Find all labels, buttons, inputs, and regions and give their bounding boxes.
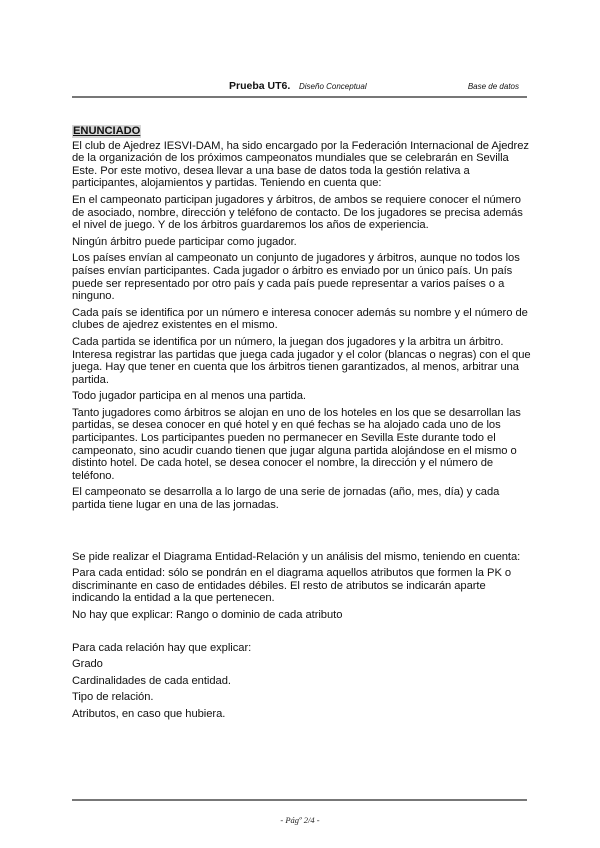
instruction-task: Se pide realizar el Diagrama Entidad-Relación y un análisis del mismo, teniendo en cuenta: <box>72 550 521 563</box>
paragraph-intro: El club de Ajedrez IESVI-DAM, ha sido encargado por la Federación Internacional de Ajedrez de la organización de los próximos campeonatos mundiales que se celebrarán en Sevilla Este. Por este motivo, desea llevar a una base de datos toda la gestión relativa a participantes, alojamientos y partidas. Teniendo en cuenta que: <box>72 139 529 190</box>
paragraph-hotels: Tanto jugadores como árbitros se alojan en uno de los hoteles en los que se desarrollan las partidas, se desea conocer en qué hotel y en qué fechas se ha alojado cada uno de los participantes. Los participantes pueden no permanecer en Sevilla Este durante todo el campeonato, sino acudir cuando tienen que jugar alguna partida alojándose en el mismo o distinto hotel. De cada hotel, se desea conocer el nombre, la dirección y el número de teléfono. <box>72 406 521 482</box>
relation-intro: Para cada relación hay que explicar: <box>72 641 252 654</box>
paragraph-rounds: El campeonato se desarrolla a lo largo de una serie de jornadas (año, mes, día) y cada partida tiene lugar en una de las jornadas. <box>72 486 500 512</box>
relation-item-type: Tipo de relación. <box>72 691 154 704</box>
footer-rule <box>72 799 527 801</box>
spacer <box>72 626 532 642</box>
page-header <box>72 80 527 94</box>
document-body <box>72 125 532 725</box>
paragraph-countries: Los países envían al campeonato un conjunto de jugadores y árbitros, aunque no todos los países envían participantes. Cada jugador o árbitro es enviado por un único país. Un país puede ser representado por otro país y cada país puede representar a varios países o a ninguno. <box>72 252 520 303</box>
paragraph-player-rule: Todo jugador participa en al menos una partida. <box>72 390 306 403</box>
header-title: Prueba UT6. <box>229 80 291 92</box>
spacer <box>72 516 532 551</box>
page-number: - Págº 2/4 - <box>280 815 320 825</box>
paragraph-matches: Cada partida se identifica por un número, la juegan dos jugadores y la arbitra un árbitro. Interesa registrar las partidas que juega cada jugador y el color (blancas o negras) con el que juega. Hay que tener en cuenta que los árbitros tienen garantizados, al menos, arbitrar una partida. <box>72 335 531 386</box>
relation-item-cardinality: Cardinalidades de cada entidad. <box>72 674 231 687</box>
relation-item-degree: Grado <box>72 658 103 671</box>
instruction-not-explain: No hay que explicar: Rango o dominio de cada atributo <box>72 609 343 621</box>
header-subtitle: Diseño Conceptual <box>299 82 367 91</box>
header-subject: Base de datos <box>467 82 519 91</box>
paragraph-country-id: Cada país se identifica por un número e interesa conocer además su nombre y el número de clubes de ajedrez existentes en el mismo. <box>72 306 528 332</box>
section-title: ENUNCIADO <box>73 125 141 137</box>
paragraph-referee-rule: Ningún árbitro puede participar como jugador. <box>72 235 297 248</box>
paragraph-participants: En el campeonato participan jugadores y árbitros, de ambos se requiere conocer el número de asociado, nombre, dirección y teléfono de contacto. De los jugadores se precisa además el nivel de juego. Y de los árbitros guardaremos los años de experiencia. <box>72 193 523 232</box>
header-rule <box>72 96 527 98</box>
relation-item-attributes: Atributos, en caso que hubiera. <box>72 707 226 720</box>
instruction-entities: Para cada entidad: sólo se pondrán en el diagrama aquellos atributos que formen la PK o discriminante en caso de entidades débiles. El resto de atributos se indicarán aparte indicando la entidad a la que pertenecen. <box>72 567 512 605</box>
